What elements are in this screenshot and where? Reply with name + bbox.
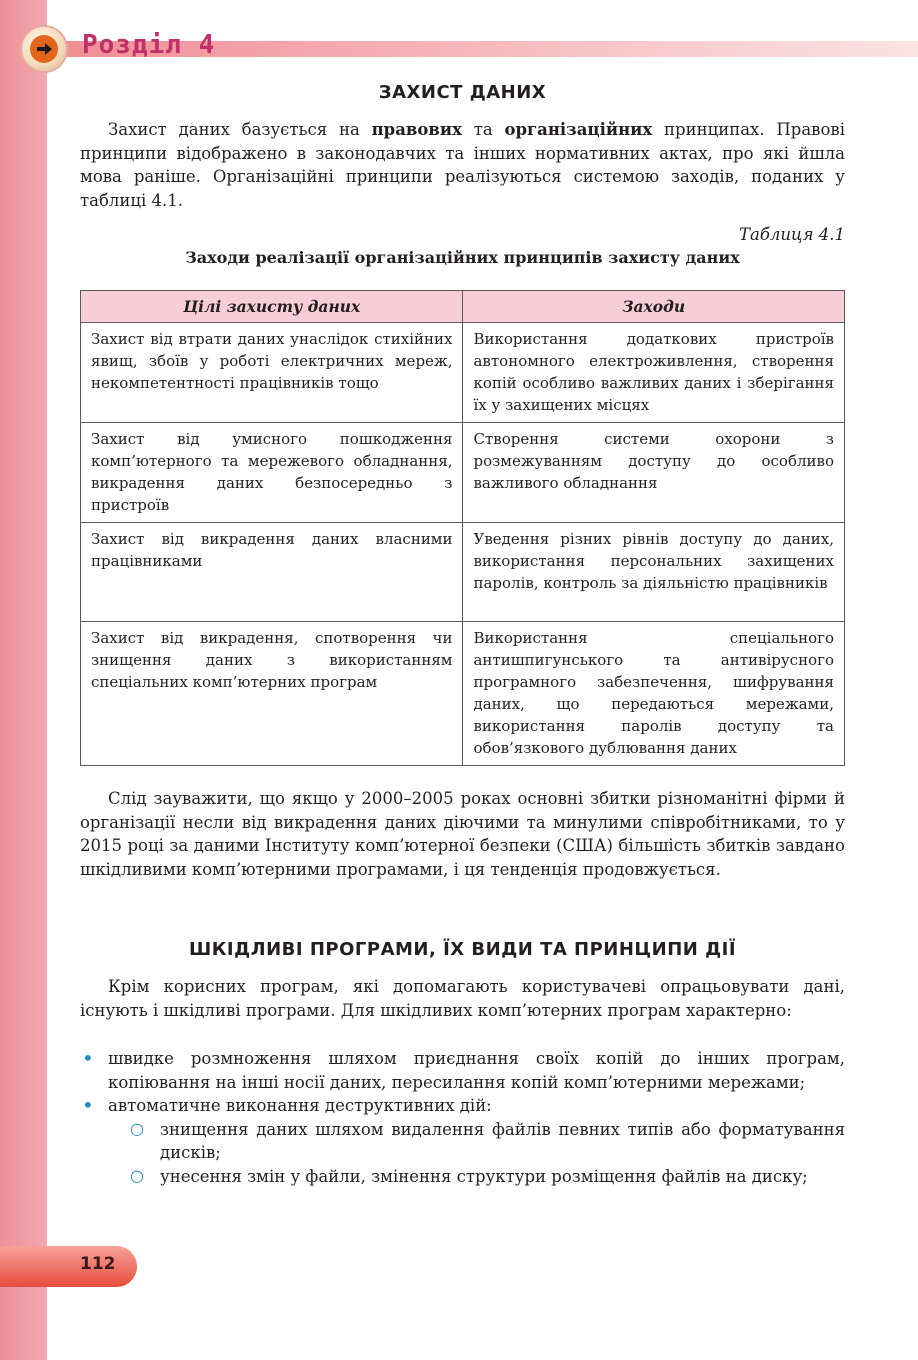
table-cell: Уведення різних рівнів доступу до даних, використання персональних захищених паролів, контроль за діяльністю працівників [463, 523, 845, 622]
table-cell: Захист від викрадення даних власними працівниками [81, 523, 463, 622]
table-cell: Створення системи охорони з розмежуванням доступу до особливо важливого обладнання [463, 423, 845, 523]
table-title: Заходи реалізації організаційних принципів захисту даних [185, 248, 740, 267]
table-cell: Використання спеціального антишпигунського та антивірусного програмного забезпечення, шифрування даних, що передаються мережами, використання паролів доступу та обов’язкового дублювання даних [463, 622, 845, 766]
table-row [81, 523, 845, 622]
chapter-title: Розділ 4 [82, 30, 216, 60]
table-number: Таблиця 4.1 [739, 225, 845, 244]
page-number-tab [0, 1246, 137, 1287]
list-item: ○ знищення даних шляхом видалення файлів певних типів або форматування дисків; [130, 1118, 845, 1162]
list-item: • швидке розмноження шляхом приєднання своїх копій до інших програм, копіювання на інші носії даних, пересилання копій комп’ютерними мережами; [82, 1046, 845, 1092]
section-heading-malware: ШКІДЛИВІ ПРОГРАМИ, ЇХ ВИДИ ТА ПРИНЦИПИ ДІЇ [188, 939, 737, 960]
table-cell: Захист від умисного пошкодження комп’ютерного та мережевого обладнання, викрадення даних безпосередньо з пристроїв [81, 423, 463, 523]
intro-paragraph: Захист даних базується на правових та організаційних принципах. Правові принципи відображено в законодавчих та інших нормативних актах, про які йшла мова раніше. Організаційні принципи реалізуються системою заходів, поданих у таблиці 4.1. [80, 120, 845, 210]
table-header-measures: Заходи [463, 291, 845, 323]
list-item: • автоматичне виконання деструктивних дій: [82, 1093, 492, 1117]
circle-bullet-icon: ○ [130, 1165, 144, 1185]
malware-traits-list [80, 1047, 845, 1188]
table-header-row [81, 291, 845, 323]
table-row [81, 323, 845, 423]
arrow-right-icon [22, 27, 66, 71]
table-cell: Захист від викрадення, спотворення чи знищення даних з використанням спеціальних комп’ютерних програм [81, 622, 463, 766]
measures-table [80, 290, 845, 766]
section-heading-data-protection: ЗАХИСТ ДАНИХ [378, 82, 547, 103]
page-number: 112 [80, 1254, 116, 1274]
malware-intro-paragraph: Крім корисних програм, які допомагають користувачеві опрацьовувати дані, існують і шкідливі програми. Для шкідливих комп’ютерних програм характерно: [80, 977, 845, 1020]
table-row [81, 423, 845, 523]
table-cell: Захист від втрати даних унаслідок стихійних явищ, збоїв у роботі електричних мереж, некомпетентності працівників тощо [81, 323, 463, 423]
losses-paragraph: Слід зауважити, що якщо у 2000–2005 роках основні збитки різноманітні фірми й організації несли від викрадення даних діючими та минулими співробітниками, то у 2015 році за даними Інституту комп’ютерної безпеки (США) більшість збитків завдано шкідливими комп’ютерними програмами, і ця тенденція продовжується. [80, 789, 845, 879]
bullet-icon: • [82, 1093, 94, 1117]
side-color-bar [0, 0, 47, 1360]
table-row [81, 622, 845, 766]
table-header-goals: Цілі захисту даних [81, 291, 463, 323]
table-cell: Використання додаткових пристроїв автономного електроживлення, створення копій особливо важливих даних і зберігання їх у захищених місцях [463, 323, 845, 423]
circle-bullet-icon: ○ [130, 1118, 144, 1138]
bullet-icon: • [82, 1046, 94, 1070]
list-item: ○ унесення змін у файли, змінення структури розміщення файлів на диску; [130, 1165, 808, 1186]
